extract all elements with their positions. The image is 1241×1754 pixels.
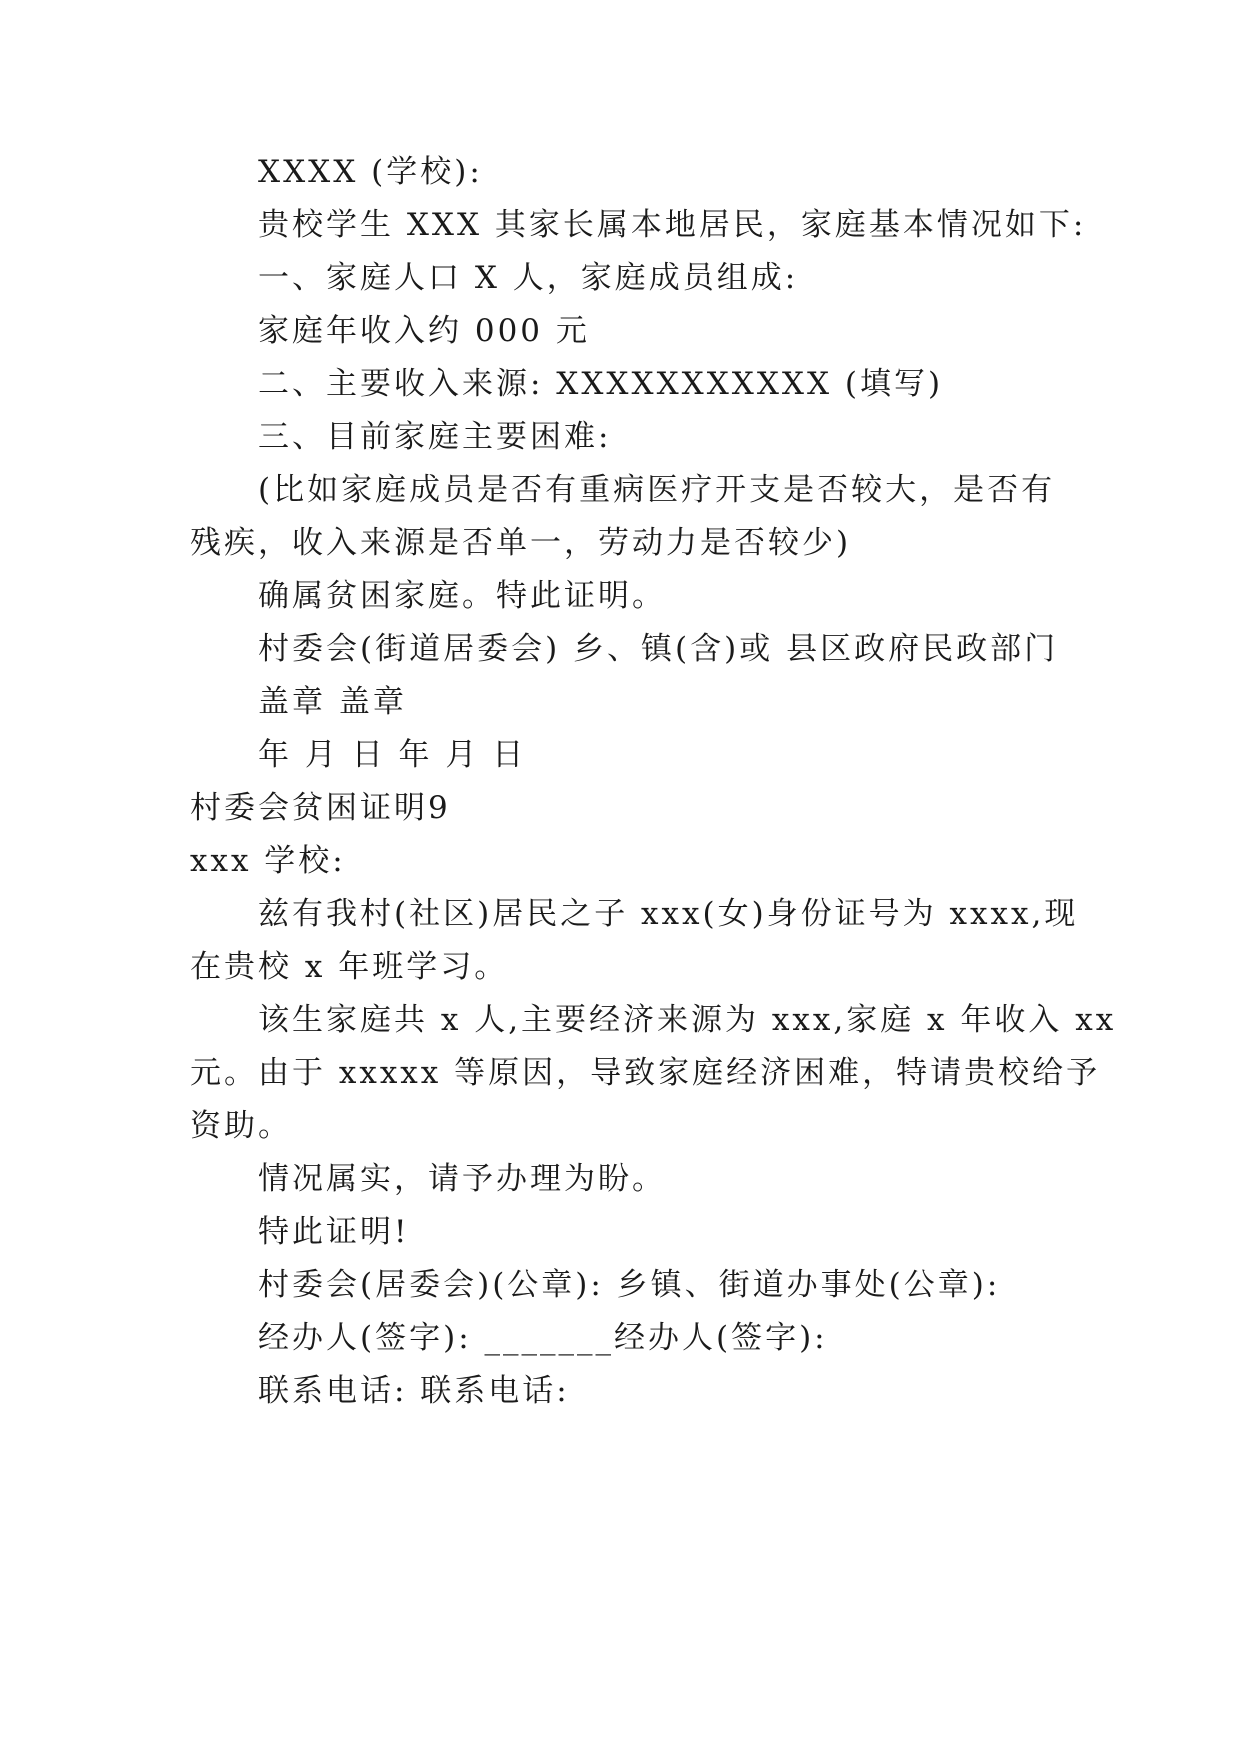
signature-line: 经办人(签字): _______经办人(签字): xyxy=(258,1320,828,1356)
dates-line: 年 月 日 年 月 日 xyxy=(258,737,527,773)
seals-line: 盖章 盖章 xyxy=(258,684,407,720)
confirm-line: 确属贫困家庭。特此证明。 xyxy=(258,578,666,614)
difficulty-note-line-2: 残疾，收入来源是否单一，劳动力是否较少) xyxy=(190,525,852,561)
para4-line: 特此证明! xyxy=(258,1214,410,1250)
para2-line-1: 该生家庭共 x 人,主要经济来源为 xxx,家庭 x 年收入 xx xyxy=(258,1002,1117,1038)
authorities-line: 村委会(街道居委会) 乡、镇(含)或 县区政府民政部门 xyxy=(258,631,1059,667)
para1-line-2: 在贵校 x 年班学习。 xyxy=(190,949,509,985)
para2-line-3: 资助。 xyxy=(190,1108,292,1144)
salutation-school-2: xxx 学校: xyxy=(190,843,346,879)
intro-line: 贵校学生 XXX 其家长属本地居民，家庭基本情况如下: xyxy=(258,207,1087,243)
income-source-line: 二、主要收入来源: XXXXXXXXXXX (填写) xyxy=(258,366,944,402)
para3-line: 情况属实，请予办理为盼。 xyxy=(258,1161,666,1197)
para1-line-1: 兹有我村(社区)居民之子 xxx(女)身份证号为 xxxx,现 xyxy=(258,896,1079,932)
section-title: 村委会贫困证明9 xyxy=(190,790,451,826)
salutation-school: XXXX (学校): xyxy=(258,154,483,190)
difficulty-heading: 三、目前家庭主要困难: xyxy=(258,419,612,455)
para2-line-2: 元。由于 xxxxx 等原因，导致家庭经济困难，特请贵校给予 xyxy=(190,1055,1101,1091)
family-income-line: 家庭年收入约 000 元 xyxy=(258,313,590,349)
phone-line: 联系电话: 联系电话: xyxy=(258,1373,570,1409)
difficulty-note-line-1: (比如家庭成员是否有重病医疗开支是否较大，是否有 xyxy=(258,472,1056,508)
official-seal-line: 村委会(居委会)(公章): 乡镇、街道办事处(公章): xyxy=(258,1267,1001,1303)
family-population-line: 一、家庭人口 X 人，家庭成员组成: xyxy=(258,260,799,296)
